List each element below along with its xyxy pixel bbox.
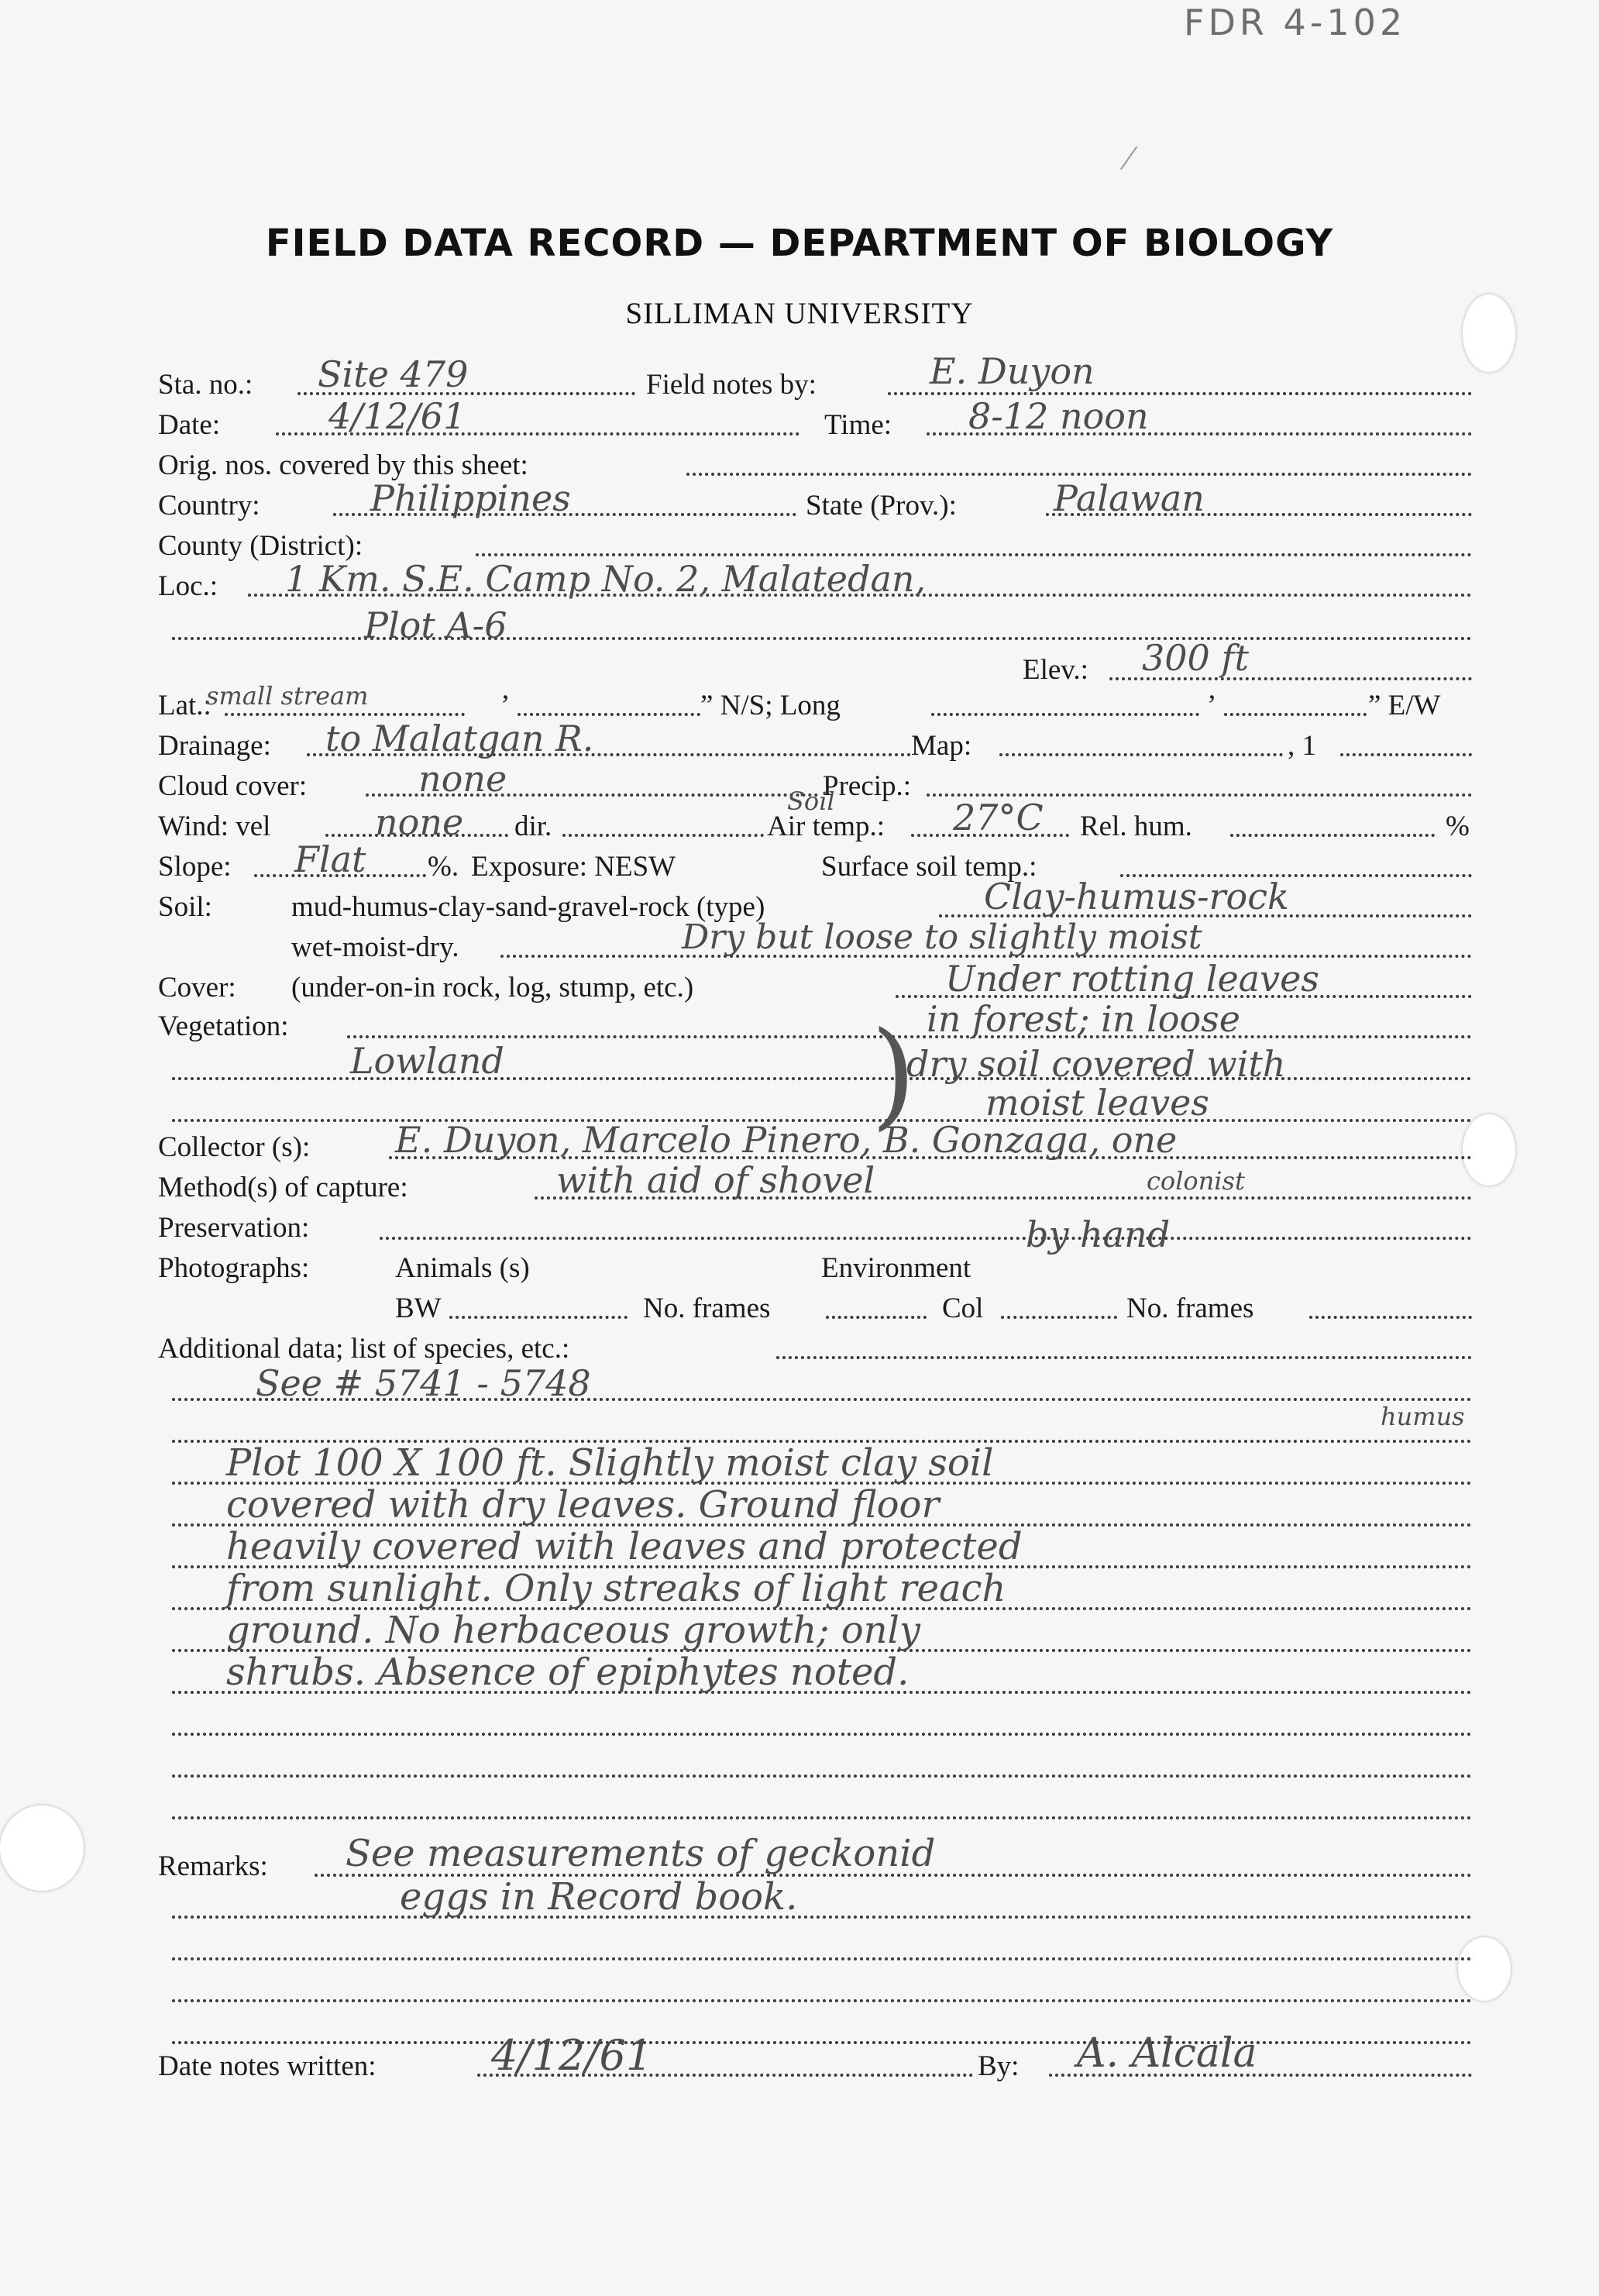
cover-options-label: (under-on-in rock, log, stump, etc.)	[291, 972, 694, 1003]
additional-line-11	[172, 1816, 1472, 1819]
slope-value: Flat	[294, 838, 366, 880]
cover-value-continued: in forest; in loose	[927, 998, 1240, 1040]
collectors-label: Collector (s):	[158, 1131, 311, 1163]
additional-data-label: Additional data; list of species, etc.:	[158, 1333, 570, 1365]
bw-frames-label: No. frames	[643, 1293, 771, 1324]
additional-value-line7: shrubs. Absence of epiphytes noted.	[226, 1651, 910, 1694]
country-value: Philippines	[370, 477, 571, 519]
rel-hum-line	[1230, 834, 1435, 837]
photographs-label: Photographs:	[158, 1252, 310, 1284]
remarks-line-2	[172, 1916, 1472, 1919]
col-label: Col	[942, 1293, 984, 1324]
long-minute-mark: ’	[1207, 690, 1217, 721]
soil-moisture-value: Dry but loose to slightly moist	[682, 917, 1202, 957]
wind-label: Wind: vel	[158, 811, 271, 842]
lat-line	[225, 713, 465, 716]
orig-nos-label: Orig. nos. covered by this sheet:	[158, 449, 528, 481]
ns-long-label: ” N/S; Long	[700, 690, 841, 721]
form-subtitle: SILLIMAN UNIVERSITY	[625, 297, 974, 330]
field-notes-by-label: Field notes by:	[646, 369, 817, 401]
air-temp-label: Air temp.:	[767, 811, 885, 842]
air-temp-value: 27°C	[953, 797, 1044, 838]
cloud-cover-value: none	[418, 758, 507, 800]
remarks-label: Remarks:	[158, 1850, 268, 1882]
field-notes-by-value: E. Duyon	[930, 350, 1095, 392]
animals-label: Animals (s)	[395, 1252, 530, 1284]
bw-line	[449, 1316, 628, 1319]
map-line-end	[1340, 753, 1472, 756]
collectors-value: E. Duyon, Marcelo Pinero, B. Gonzaga, one	[395, 1119, 1178, 1161]
binder-hole-3	[1458, 1937, 1511, 2001]
drainage-label: Drainage:	[158, 730, 271, 762]
additional-line-9	[172, 1733, 1472, 1736]
wind-dir-line	[562, 834, 764, 837]
vegetation-label: Vegetation:	[158, 1010, 289, 1042]
sta-no-value: Site 479	[318, 353, 469, 395]
county-line	[476, 553, 1472, 556]
vegetation-value: Lowland	[350, 1040, 504, 1082]
elev-value: 300 ft	[1142, 637, 1249, 679]
col-frames-label: No. frames	[1126, 1293, 1254, 1324]
loc-value-line1: 1 Km. S.E. Camp No. 2, Malatedan,	[285, 558, 927, 600]
slope-unit: %.	[428, 851, 459, 883]
drainage-note: small stream	[206, 681, 369, 711]
map-label: Map:	[911, 730, 972, 762]
soil-label: Soil:	[158, 891, 212, 923]
map-line	[999, 753, 1283, 756]
sta-no-label: Sta. no.:	[158, 369, 253, 401]
binder-hole-4	[0, 1805, 84, 1891]
rel-hum-label: Rel. hum.	[1080, 811, 1192, 842]
vegetation-note-1: dry soil covered with	[906, 1043, 1286, 1085]
state-prov-label: State (Prov.):	[806, 490, 957, 522]
date-label: Date:	[158, 409, 221, 441]
binder-hole-1	[1463, 294, 1515, 372]
additional-value-line5: from sunlight. Only streaks of light reach	[226, 1567, 1006, 1610]
method-label: Method(s) of capture:	[158, 1172, 408, 1203]
long-minutes-line	[1224, 713, 1367, 716]
paper-mark	[1120, 146, 1137, 170]
bw-frames-line	[826, 1316, 927, 1319]
method-note: colonist	[1147, 1166, 1245, 1196]
remarks-line-5	[172, 2041, 1472, 2044]
elev-label: Elev.:	[1023, 654, 1088, 686]
precip-label: Precip.:	[823, 770, 912, 802]
exposure-label: Exposure: NESW	[471, 851, 676, 883]
soil-type-value: Clay-humus-rock	[984, 876, 1289, 917]
archive-code: FDR 4-102	[1184, 2, 1407, 43]
slope-label: Slope:	[158, 851, 232, 883]
lat-minutes-line	[518, 713, 700, 716]
time-value: 8-12 noon	[968, 395, 1149, 437]
preservation-line	[380, 1237, 1472, 1240]
additional-value-line1: See # 5741 - 5748	[256, 1362, 591, 1404]
preservation-label: Preservation:	[158, 1212, 310, 1244]
loc-label: Loc.:	[158, 570, 218, 602]
date-written-value: 4/12/61	[491, 2031, 653, 2080]
soil-types-label: mud-humus-clay-sand-gravel-rock (type)	[291, 891, 765, 923]
cover-value: Under rotting leaves	[945, 958, 1319, 1000]
state-prov-value: Palawan	[1054, 477, 1205, 519]
remarks-line-4	[172, 1999, 1472, 2002]
bw-label: BW	[395, 1293, 442, 1324]
additional-value-line3: covered with dry leaves. Ground floor	[226, 1483, 940, 1527]
binder-hole-2	[1463, 1114, 1515, 1186]
long-line	[931, 713, 1199, 716]
surface-soil-temp-label: Surface soil temp.:	[821, 851, 1037, 883]
ew-label: ” E/W	[1368, 690, 1441, 721]
cloud-cover-label: Cloud cover:	[158, 770, 308, 802]
drainage-value: to Malatgan R.	[325, 718, 594, 759]
remarks-line-3	[172, 1957, 1472, 1960]
additional-value-line6: ground. No herbaceous growth; only	[226, 1609, 920, 1652]
additional-line-0	[776, 1356, 1472, 1359]
col-line	[1001, 1316, 1117, 1319]
environment-label: Environment	[821, 1252, 971, 1284]
soil-moisture-label: wet-moist-dry.	[291, 931, 459, 963]
map-value: , 1	[1288, 730, 1316, 762]
lat-label: Lat.:	[158, 690, 211, 721]
method-value: with aid of shovel	[556, 1159, 875, 1201]
rel-hum-unit: %	[1446, 811, 1470, 842]
vegetation-note-2: moist leaves	[985, 1082, 1209, 1124]
additional-value-line4: heavily covered with leaves and protected	[226, 1525, 1023, 1568]
form-title: FIELD DATA RECORD — DEPARTMENT OF BIOLOGY	[265, 222, 1334, 265]
additional-line-10	[172, 1774, 1472, 1778]
preservation-value: by hand	[1026, 1213, 1171, 1255]
orig-nos-line	[686, 473, 1472, 476]
time-label: Time:	[824, 409, 892, 441]
date-written-label: Date notes written:	[158, 2050, 377, 2082]
additional-value-line2: Plot 100 X 100 ft. Slightly moist clay soil	[226, 1441, 994, 1485]
date-value: 4/12/61	[328, 395, 466, 437]
signature: A. Alcala	[1077, 2030, 1257, 2077]
wind-dir-label: dir.	[514, 811, 552, 842]
col-frames-line	[1309, 1316, 1472, 1319]
remarks-value-line2: eggs in Record book.	[400, 1875, 798, 1919]
lat-minute-mark: ’	[500, 690, 511, 721]
remarks-value-line1: See measurements of geckonid	[346, 1832, 936, 1875]
air-temp-note: Soil	[787, 787, 835, 816]
cover-label: Cover:	[158, 972, 236, 1003]
by-label: By:	[978, 2050, 1020, 2082]
county-label: County (District):	[158, 530, 363, 562]
vegetation-brace: )	[871, 1007, 916, 1142]
country-label: Country:	[158, 490, 260, 522]
additional-note: humus	[1381, 1402, 1465, 1431]
wind-value: none	[375, 801, 464, 843]
loc-value-line2: Plot A-6	[364, 604, 507, 646]
